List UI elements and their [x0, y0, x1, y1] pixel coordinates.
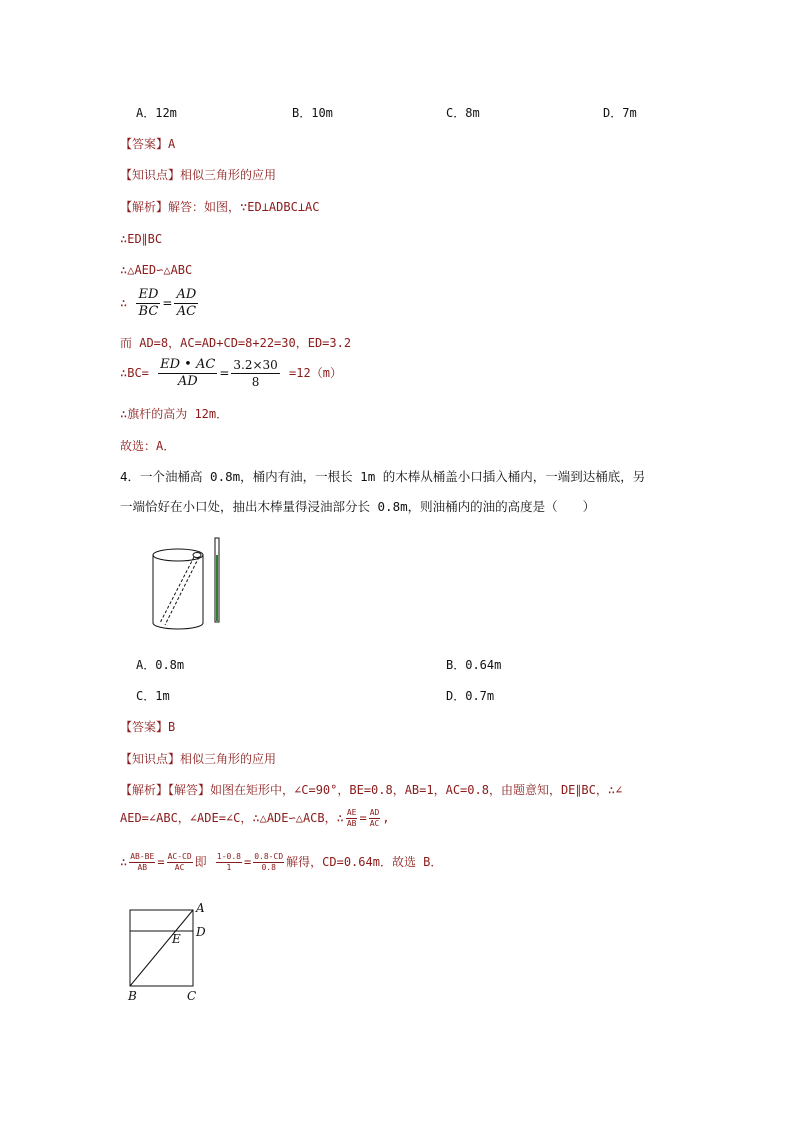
bc-result: =12（m）	[289, 366, 342, 380]
diagonal-ab	[130, 910, 193, 986]
knowledge-tag: 【知识点】	[120, 168, 181, 182]
equals-sign: =	[219, 366, 230, 380]
equals-sign: =	[359, 811, 367, 825]
label-b: B	[128, 989, 137, 1003]
q4-option-b: B．0.64m	[446, 658, 502, 672]
small-fraction-ae-ab	[346, 808, 358, 829]
stick-inside-line-2	[165, 557, 199, 625]
label-c: C	[187, 989, 197, 1003]
knowledge-value: 相似三角形的应用	[180, 752, 277, 766]
fraction-numerator: ED	[138, 287, 159, 302]
fraction-ed-bc	[136, 287, 160, 320]
q4-option-c: C．1m	[136, 689, 170, 703]
label-d: D	[196, 925, 206, 939]
answer-tag: 【答案】	[120, 720, 169, 734]
q4-stem-line-1: 4．一个油桶高 0.8m，桶内有油，一根长 1m 的木棒从桶盖小口插入桶内，一端到达桶底，另	[120, 469, 646, 484]
knowledge-tag: 【知识点】	[120, 752, 181, 766]
q3-option-d: D．7m	[603, 106, 637, 120]
rectangle-figure	[120, 898, 220, 1006]
q3-ratio-line	[120, 287, 200, 320]
knowledge-value: 相似三角形的应用	[180, 168, 277, 182]
q3-option-a: A．12m	[136, 106, 177, 120]
q3-analysis-line-7: ∴旗杆的高为 12m．	[120, 407, 229, 421]
therefore-symbol: ∴	[120, 296, 128, 310]
analysis-text: 如图在矩形中，∠C=90°，BE=0.8，AB=1，AC=0.8，由题意知，DE∥BC，∴∠	[210, 783, 623, 797]
q4-option-a: A．0.8m	[136, 658, 185, 672]
oil-soaked-part	[216, 555, 218, 621]
small-fraction-ac-cd	[167, 852, 193, 873]
fraction-denominator: AC	[176, 304, 197, 319]
analysis-text: 解得，CD=0.64m．故选 B．	[286, 855, 443, 869]
fraction-numerator: 0.8-CD	[254, 852, 284, 861]
fraction-denominator: 1	[226, 863, 232, 872]
fraction-ad-ac	[174, 287, 198, 320]
fraction-denominator: AC	[369, 819, 380, 828]
small-fraction-ab-be	[129, 852, 155, 873]
q4-option-d: D．0.7m	[446, 689, 495, 703]
q3-knowledge-line	[120, 166, 276, 184]
barrel-hole	[193, 553, 201, 558]
fraction-denominator: BC	[138, 304, 159, 319]
fraction-numerator: 3.2×30	[233, 358, 278, 372]
fraction-denominator: AB	[346, 819, 357, 828]
fraction-denominator: 8	[251, 375, 260, 389]
q4-stem-line-2: 一端恰好在小口处，抽出木棒量得浸油部分长 0.8m，则油桶内的油的高度是（ ）	[120, 499, 596, 514]
q4-analysis-line-3	[120, 852, 442, 873]
analysis-tag: 【解析】【解答】	[120, 783, 211, 797]
equals-sign: =	[244, 855, 252, 869]
fraction-numerator: AE	[346, 808, 357, 817]
q3-analysis-line-5: 而 AD=8，AC=AD+CD=8+22=30，ED=3.2	[120, 336, 352, 350]
small-fraction-ad-ac	[369, 808, 381, 829]
fraction-denominator: AC	[174, 863, 185, 872]
oil-barrel-figure	[148, 535, 233, 635]
q3-analysis-line-8: 故选：A．	[120, 439, 176, 453]
analysis-text: 解答：如图，∵ED⊥ADBC⊥AC	[168, 200, 320, 214]
fraction-numerator: AD	[369, 808, 380, 817]
q4-answer-line	[120, 718, 175, 736]
q3-bc-computation	[120, 357, 342, 390]
label-e: E	[172, 932, 181, 946]
stick-inside-line-1	[160, 557, 194, 623]
q3-analysis-line-1	[120, 198, 320, 216]
q4-analysis-line-2	[120, 808, 390, 829]
q4-analysis-line-1	[120, 781, 622, 799]
therefore-symbol: ∴	[120, 855, 128, 869]
q3-option-b: B．10m	[292, 106, 333, 120]
fraction-numerator: ED • AC	[160, 357, 216, 372]
q3-answer-line	[120, 135, 175, 153]
small-fraction-numeric-1	[216, 852, 242, 873]
fraction-numerator: AD	[176, 287, 197, 302]
fraction-denominator: AB	[137, 863, 148, 872]
fraction-numerator: AB-BE	[130, 852, 155, 861]
answer-value: B	[168, 720, 176, 734]
equals-sign: =	[162, 296, 173, 310]
small-fraction-numeric-2	[253, 852, 284, 873]
fraction-numerator: AC-CD	[167, 852, 192, 861]
q3-option-c: C．8m	[446, 106, 480, 120]
equals-sign: =	[157, 855, 165, 869]
label-a: A	[196, 901, 205, 915]
fraction-ed-ac-over-ad	[158, 357, 217, 390]
answer-value: A	[168, 137, 176, 151]
fraction-denominator: AD	[177, 374, 198, 389]
namely-text: 即	[194, 855, 207, 869]
analysis-tag: 【解析】	[120, 200, 169, 214]
bc-label: ∴BC=	[120, 366, 149, 380]
barrel-bottom-arc	[153, 623, 203, 629]
q3-analysis-line-3: ∴△AED∽△ABC	[120, 263, 193, 277]
fraction-denominator: 0.8	[261, 863, 276, 872]
analysis-text: AED=∠ABC，∠ADE=∠C，∴△ADE∽△ACB，∴	[120, 811, 344, 825]
q3-analysis-line-2: ∴ED∥BC	[120, 232, 163, 246]
fraction-numeric	[231, 357, 279, 390]
answer-tag: 【答案】	[120, 137, 169, 151]
fraction-numerator: 1-0.8	[216, 852, 241, 861]
comma: ,	[382, 811, 390, 825]
q4-knowledge-line	[120, 750, 276, 768]
